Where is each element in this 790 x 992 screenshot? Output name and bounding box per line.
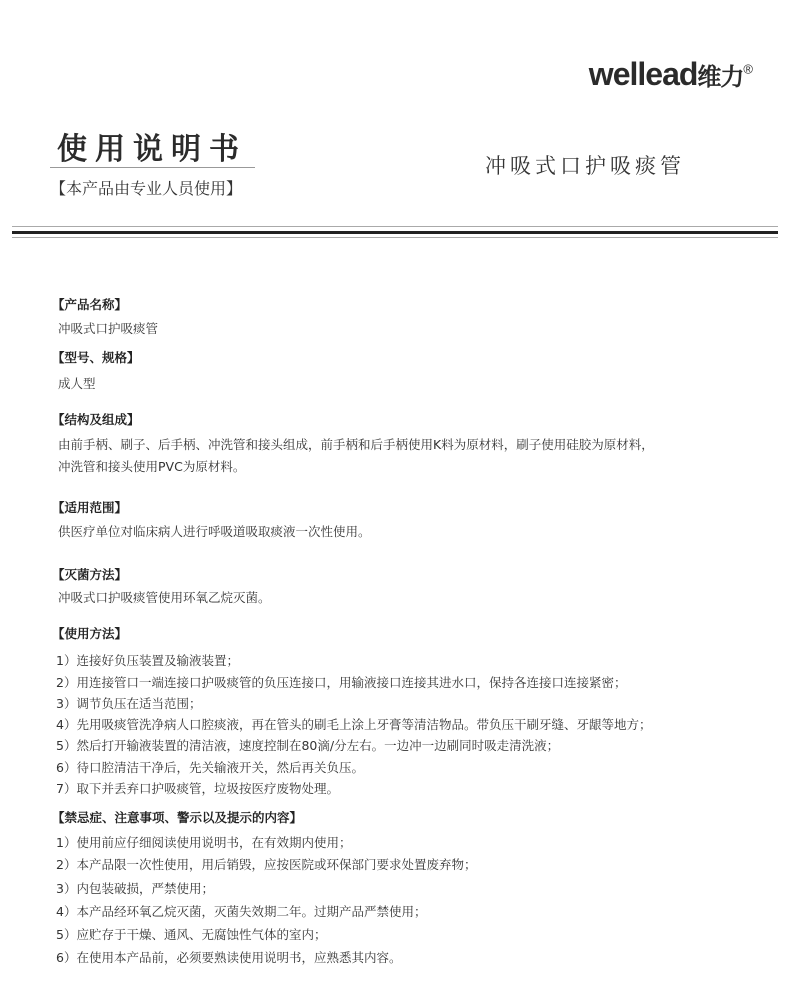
- section-heading-model: 【型号、规格】: [52, 350, 140, 365]
- document-title: 使用说明书: [57, 132, 247, 167]
- warning-item: 6）在使用本产品前，必须要熟读使用说明书，应熟悉其内容。: [56, 950, 402, 965]
- divider: [12, 237, 778, 238]
- warning-item: 5）应贮存于干燥、通风、无腐蚀性气体的室内；: [56, 927, 327, 942]
- warning-item: 2）本产品限一次性使用，用后销毁，应按医院或环保部门要求处置废弃物；: [56, 857, 477, 872]
- usage-item: 5）然后打开输液装置的清洁液，速度控制在80滴/分左右。一边冲一边刷同时吸走清洗液；: [56, 738, 560, 753]
- usage-item: 1）连接好负压装置及输液装置；: [56, 653, 239, 668]
- structure-line: 由前手柄、刷子、后手柄、冲洗管和接头组成，前手柄和后手柄使用K料为原材料，刷子使用硅胶为原材料，: [58, 437, 654, 452]
- section-heading-structure: 【结构及组成】: [52, 412, 140, 427]
- warning-item: 1）使用前应仔细阅读使用说明书，在有效期内使用；: [56, 835, 352, 850]
- divider: [12, 231, 778, 234]
- section-heading-name: 【产品名称】: [52, 297, 128, 312]
- warning-item: 4）本产品经环氧乙烷灭菌，灭菌失效期二年。过期产品严禁使用；: [56, 904, 427, 919]
- section-heading-scope: 【适用范围】: [52, 500, 128, 515]
- usage-item: 6）待口腔清洁干净后，先关输液开关，然后再关负压。: [56, 760, 364, 775]
- section-heading-sterilization: 【灭菌方法】: [52, 567, 128, 582]
- warning-item: 3）内包装破损，严禁使用；: [56, 881, 214, 896]
- usage-item: 3）调节负压在适当范围；: [56, 696, 202, 711]
- structure-line: 冲洗管和接头使用PVC为原材料。: [58, 459, 246, 474]
- usage-item: 7）取下并丢弃口护吸痰管，垃圾按医疗废物处理。: [56, 781, 339, 796]
- product-name-text: 冲吸式口护吸痰管: [58, 321, 159, 336]
- product-title: 冲吸式口护吸痰管: [485, 154, 685, 178]
- model-text: 成人型: [58, 376, 96, 391]
- wellead-logo: wellead维力®: [588, 56, 752, 92]
- usage-item: 2）用连接管口一端连接口护吸痰管的负压连接口，用输液接口连接其进水口，保持各连接口连接紧密；: [56, 675, 627, 690]
- sterilization-text: 冲吸式口护吸痰管使用环氧乙烷灭菌。: [58, 590, 271, 605]
- section-heading-usage: 【使用方法】: [52, 626, 128, 641]
- scope-text: 供医疗单位对临床病人进行呼吸道吸取痰液一次性使用。: [58, 524, 371, 539]
- divider: [12, 226, 778, 227]
- title-underline: [50, 167, 255, 168]
- usage-item: 4）先用吸痰管洗净病人口腔痰液，再在管头的刷毛上涂上牙膏等清洁物品。带负压干刷牙缝、牙龈等地方；: [56, 717, 652, 732]
- section-heading-warnings: 【禁忌症、注意事项、警示以及提示的内容】: [52, 810, 303, 825]
- professional-use-note: 【本产品由专业人员使用】: [50, 179, 243, 198]
